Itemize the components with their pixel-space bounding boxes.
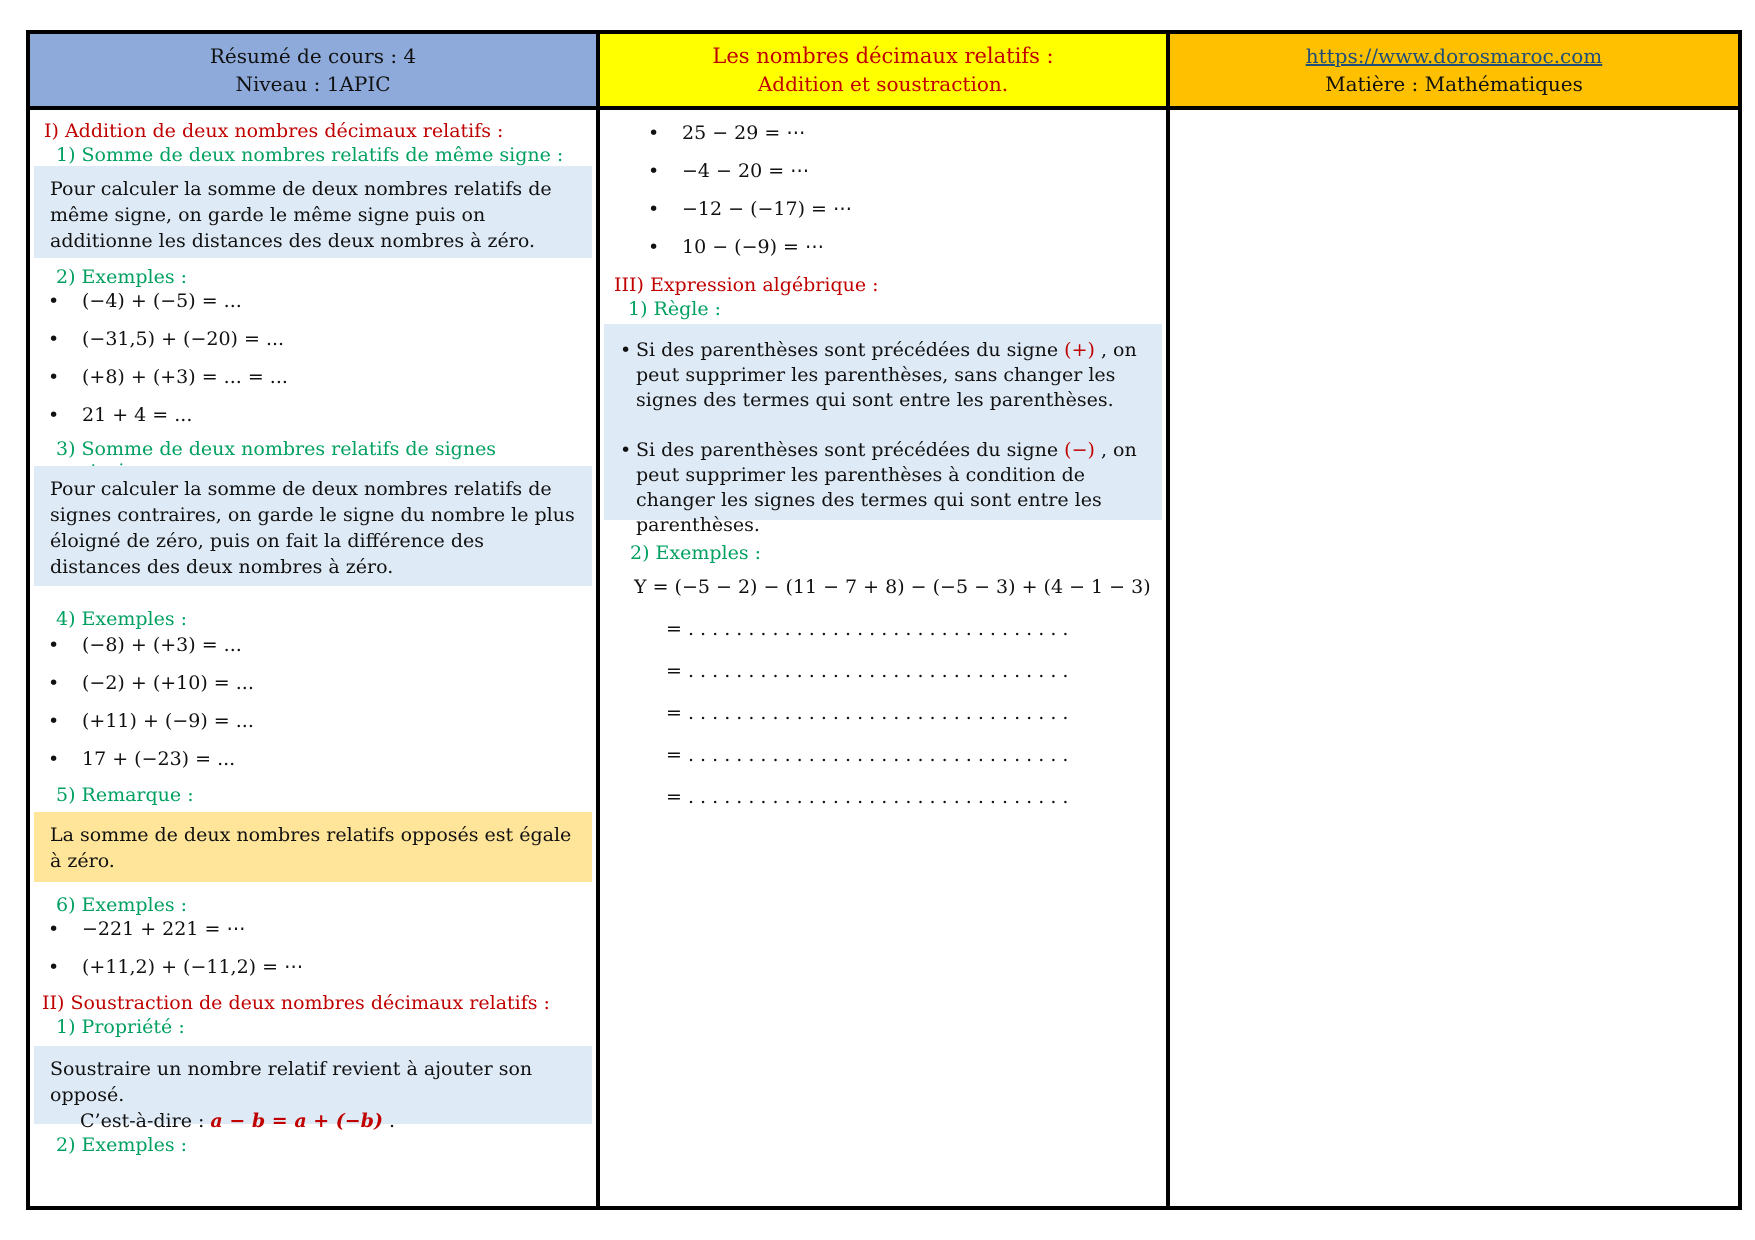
column-right-body	[1170, 110, 1738, 1206]
header-chapter-title	[600, 34, 1166, 110]
answer-line: = . . . . . . . . . . . . . . . . . . . . . . . . . . . . . . . .	[666, 660, 1069, 682]
rule-plus-sign: • Si des parenthèses sont précédées du signe (+) , on peut supprimer les parenthèses, sans changer les signes des termes qui sont entre les parenthèses.	[620, 339, 1137, 411]
subsection-3-2-title: 2) Exemples :	[630, 542, 762, 564]
subsection-1-4-title: 4) Exemples :	[56, 608, 188, 630]
property-statement: Soustraire un nombre relatif revient à ajouter son opposé.	[50, 1058, 533, 1106]
subject-label: Matière : Mathématiques	[1325, 72, 1583, 96]
column-right	[1166, 30, 1742, 1210]
column-left	[26, 30, 600, 1210]
subsection-1-2-title: 2) Exemples :	[56, 266, 188, 288]
subsection-1-5-title: 5) Remarque :	[56, 784, 194, 806]
level-label: Niveau : 1APIC	[235, 72, 391, 96]
subtraction-property-box	[34, 1046, 592, 1132]
subsection-1-6-title: 6) Exemples :	[56, 894, 188, 916]
column-middle	[596, 30, 1170, 1210]
header-site-subject	[1170, 34, 1738, 110]
rule-opposite-sign-box: Pour calculer la somme de deux nombres relatifs de signes contraires, on garde le signe du nombre le plus éloigné de zéro, puis on fait la différence des distances des deux nombres à zéro.	[34, 466, 592, 586]
subsection-3-1-title: 1) Règle :	[628, 298, 722, 320]
course-number: Résumé de cours : 4	[209, 44, 417, 68]
answer-line: = . . . . . . . . . . . . . . . . . . . . . . . . . . . . . . . .	[666, 744, 1069, 766]
property-formula-line: C’est-à-dire : a − b = a + (−b) .	[80, 1110, 396, 1132]
subsection-1-1-title: 1) Somme de deux nombres relatifs de même signe :	[56, 144, 564, 166]
site-link[interactable]: https://www.dorosmaroc.com	[1305, 44, 1603, 68]
section-2-title: II) Soustraction de deux nombres décimaux relatifs :	[42, 992, 550, 1014]
rule-same-sign-box: Pour calculer la somme de deux nombres relatifs de même signe, on garde le même signe puis on additionne les distances des deux nombres à zéro.	[34, 166, 592, 258]
subsection-2-1-title: 1) Propriété :	[56, 1016, 185, 1038]
column-middle-body: • 25 − 29 = ⋯ • −4 − 20 = ⋯ • −12 − (−17) = ⋯ • 10 − (−9) = ⋯ III) Expression algébrique : 1) Règle : • Si des parenthèses sont précédées du signe (+) , on peut supprimer les parenthèses, sans changer les signes des termes qui sont entre les parenthèses. • Si des parenthèses sont précédées du signe (−) , on peut supprimer les parenthèses à condition de changer les signes des termes qui sont entre les parenthèses. 2) Exemples : Y = (−5 − 2) − (11 − 7 + 8) − (−5 − 3) + (4 − 1 − 3) = . . . . . . . . . . . . . . . . . . . . . . . . . . . . . . . . = . . . . . . . . . . . . . . . . . . . . . . . . . . . . . . . . = . . . . . . . . . . . . . . . . . . . . . . . . . . . . . . . . = . . . . . . . . . . . . . . . . . . . . . . . . . . . . . . . . = . . . . . . . . . . . . . . . . . . . . . . . . . . . . . . . .	[600, 110, 1166, 1206]
plus-sign: (+)	[1064, 339, 1095, 361]
answer-line: = . . . . . . . . . . . . . . . . . . . . . . . . . . . . . . . .	[666, 702, 1069, 724]
section-1-title: I) Addition de deux nombres décimaux relatifs :	[44, 120, 504, 142]
algebraic-rule-box	[604, 324, 1162, 536]
answer-line: = . . . . . . . . . . . . . . . . . . . . . . . . . . . . . . . .	[666, 786, 1069, 808]
remark-box: La somme de deux nombres relatifs opposés est égale à zéro.	[34, 812, 592, 882]
column-left-body: I) Addition de deux nombres décimaux relatifs : 1) Somme de deux nombres relatifs de même signe : Pour calculer la somme de deux nombres relatifs de même signe, on garde le même signe puis on additionne les distances des deux nombres à zéro. 2) Exemples : • (−4) + (−5) = ... • (−31,5) + (−20) = ... • (+8) + (+3) = ... = ... • 21 + 4 = ... 3) Somme de deux nombres relatifs de signes Pour calculer la somme de deux nombres relatifs de signes contraires, on garde le signe du nombre le plus éloigné de zéro, puis on fait la différence des distances des deux nombres à zéro. 4) Exemples : • (−8) + (+3) = ... • (−2) + (+10) = ... • (+11) + (−9) = ... • 17 + (−23) = ... 5) Remarque : La somme de deux nombres relatifs opposés est égale à zéro. 6) Exemples : • −221 + 221 = ⋯ • (+11,2) + (−11,2) = ⋯ II) Soustraction de deux nombres décimaux relatifs : 1) Propriété : Soustraire un nombre relatif revient à ajouter son opposé. C’est-à-dire : a − b = a + (−b) . 2) Exemples :	[30, 110, 596, 1206]
algebraic-expression: Y = (−5 − 2) − (11 − 7 + 8) − (−5 − 3) + (4 − 1 − 3)	[634, 576, 1151, 598]
subsection-2-2-title: 2) Exemples :	[56, 1134, 188, 1156]
section-3-title: III) Expression algébrique :	[614, 274, 879, 296]
course-sheet	[26, 30, 1742, 1210]
answer-line: = . . . . . . . . . . . . . . . . . . . . . . . . . . . . . . . .	[666, 618, 1069, 640]
minus-sign: (−)	[1064, 439, 1095, 461]
chapter-subtitle: Addition et soustraction.	[757, 72, 1009, 96]
header-course-level	[30, 34, 596, 110]
subsection-1-3-title: 3) Somme de deux nombres relatifs de signes	[56, 438, 497, 460]
rule-minus-sign: • Si des parenthèses sont précédées du signe (−) , on peut supprimer les parenthèses à condition de changer les signes des termes qui sont entre les parenthèses.	[620, 439, 1137, 536]
property-formula: a − b = a + (−b)	[210, 1110, 383, 1132]
chapter-title: Les nombres décimaux relatifs :	[712, 44, 1054, 68]
